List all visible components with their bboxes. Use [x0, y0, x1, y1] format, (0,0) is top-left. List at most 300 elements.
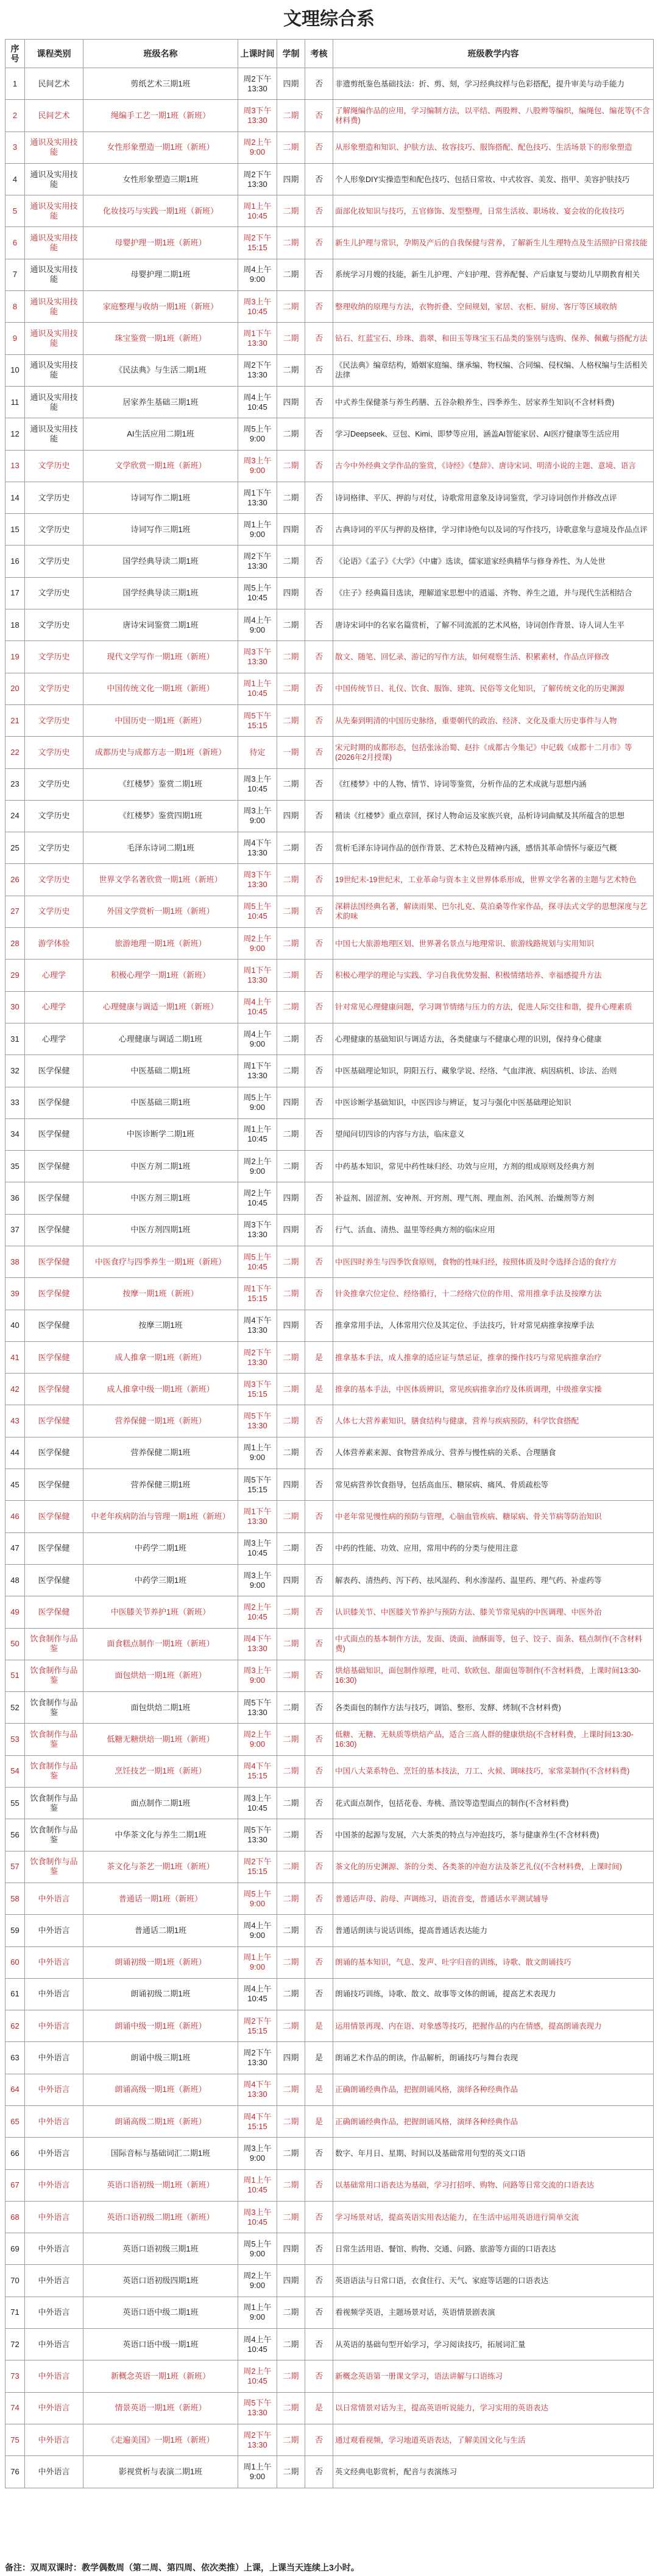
- row-class-name: 按摩三期1班: [83, 1310, 238, 1341]
- row-number: 66: [5, 2138, 25, 2169]
- row-duration: 二期: [277, 2297, 305, 2328]
- row-category: 通识及实用技能: [25, 291, 83, 323]
- row-category: 医学保健: [25, 1437, 83, 1469]
- row-number: 48: [5, 1564, 25, 1596]
- row-class-name: 成都历史与成都方志一期1班（新班）: [83, 737, 238, 768]
- row-time: 周5下午13:30: [238, 1405, 277, 1437]
- row-exam: 否: [305, 259, 333, 290]
- row-time: 周3下午13:30: [238, 100, 277, 132]
- table-row: [5, 1819, 654, 1851]
- row-content: 学习Deepseek、豆包、Kimi、即梦等应用，涵盖AI智能家居、AI医疗健康等生活应用: [333, 418, 654, 450]
- row-time: 周3上午9:00: [238, 800, 277, 832]
- row-category: 中外语言: [25, 2265, 83, 2297]
- table-row: [5, 1660, 654, 1691]
- row-content: 数字、年月日、星期、时间以及基础常用句型的英文口语: [333, 2138, 654, 2169]
- row-duration: 二期: [277, 609, 305, 641]
- row-class-name: 朗诵中级三期1班: [83, 2042, 238, 2074]
- row-exam: 否: [305, 2201, 333, 2233]
- table-row: [5, 195, 654, 227]
- row-class-name: 营养保健一期1班（新班）: [83, 1405, 238, 1437]
- table-row: [5, 100, 654, 132]
- row-number: 5: [5, 195, 25, 227]
- row-exam: 否: [305, 1978, 333, 2010]
- row-exam: 否: [305, 450, 333, 482]
- row-duration: 四期: [277, 2042, 305, 2074]
- row-number: 73: [5, 2360, 25, 2392]
- table-row: [5, 1501, 654, 1532]
- table-row: [5, 1374, 654, 1405]
- row-class-name: 旅游地理一期1班（新班）: [83, 928, 238, 960]
- header-content: 班级教学内容: [333, 40, 654, 68]
- row-number: 62: [5, 2010, 25, 2042]
- row-exam: 否: [305, 2169, 333, 2201]
- row-content: 唐诗宋词中的名家名篇赏析，了解不同流派的艺术风格，诗词创作背景、诗人词人生平: [333, 609, 654, 641]
- row-category: 游学体验: [25, 928, 83, 960]
- row-duration: 四期: [277, 1469, 305, 1501]
- row-content: 针灸推拿穴位定位、经络循行，十二经络穴位的作用、常用推拿手法及按摩方法: [333, 1278, 654, 1310]
- row-class-name: 母婴护理一期1班（新班）: [83, 227, 238, 259]
- row-number: 21: [5, 704, 25, 736]
- row-time: 周3上午10:45: [238, 768, 277, 800]
- row-content: 《论语》《孟子》《大学》《中庸》选读，儒家道家经典精华与修身养性、为人处世: [333, 546, 654, 577]
- row-category: 医学保健: [25, 1564, 83, 1596]
- table-row: [5, 1469, 654, 1501]
- row-number: 68: [5, 2201, 25, 2233]
- row-time: 周5上午9:00: [238, 2233, 277, 2265]
- row-class-name: 烹饪技艺一期1班（新班）: [83, 1755, 238, 1787]
- table-row: [5, 2169, 654, 2201]
- table-row: [5, 577, 654, 609]
- row-duration: 二期: [277, 227, 305, 259]
- row-exam: 是: [305, 2392, 333, 2424]
- row-class-name: 英语口语初级一期1班（新班）: [83, 2169, 238, 2201]
- row-time: 周4下午13:30: [238, 1310, 277, 1341]
- row-exam: 否: [305, 1788, 333, 1819]
- table-row: [5, 800, 654, 832]
- row-exam: 否: [305, 386, 333, 418]
- row-number: 30: [5, 991, 25, 1023]
- row-class-name: 英语口语初级二期1班（新班）: [83, 2201, 238, 2233]
- row-duration: 二期: [277, 1437, 305, 1469]
- row-duration: 二期: [277, 291, 305, 323]
- row-content: 中国八大菜系特色、烹饪的基本技法，刀工、火候、调味技巧，家常菜制作(不含材料费): [333, 1755, 654, 1787]
- row-number: 72: [5, 2329, 25, 2360]
- row-duration: 二期: [277, 1532, 305, 1564]
- row-time: 周1上午10:45: [238, 195, 277, 227]
- row-class-name: 绳编手工艺一期1班（新班）: [83, 100, 238, 132]
- row-duration: 二期: [277, 864, 305, 896]
- row-category: 文学历史: [25, 800, 83, 832]
- table-row: [5, 68, 654, 100]
- table-row: [5, 1692, 654, 1724]
- row-class-name: 中国传统文化一期1班（新班）: [83, 673, 238, 704]
- table-row: [5, 1755, 654, 1787]
- row-number: 41: [5, 1341, 25, 1373]
- row-class-name: 朗诵初级二期1班: [83, 1978, 238, 2010]
- row-time: 周2上午10:45: [238, 1182, 277, 1214]
- row-category: 中外语言: [25, 1883, 83, 1914]
- row-class-name: 唐诗宋词鉴赏二期1班: [83, 609, 238, 641]
- row-content: 《红楼梦》中的人物、情节、诗词等鉴赏，分析作品的艺术成就与思想内涵: [333, 768, 654, 800]
- row-category: 饮食制作与品鉴: [25, 1724, 83, 1755]
- row-exam: 否: [305, 1310, 333, 1341]
- row-class-name: 中医方剂四期1班: [83, 1214, 238, 1246]
- row-category: 文学历史: [25, 482, 83, 513]
- row-number: 75: [5, 2424, 25, 2455]
- row-content: 普通话声母、韵母、声调练习，语流音变，普通话水平测试辅导: [333, 1883, 654, 1914]
- row-category: 中外语言: [25, 2456, 83, 2488]
- row-exam: 否: [305, 354, 333, 386]
- table-row: [5, 514, 654, 546]
- row-content: 《庄子》经典篇目选读，理解道家思想中的逍遥、齐物、养生之道，并与现代生活相结合: [333, 577, 654, 609]
- row-number: 69: [5, 2233, 25, 2265]
- row-category: 医学保健: [25, 1246, 83, 1277]
- row-time: 周1下午13:30: [238, 323, 277, 354]
- row-time: 周2下午15:15: [238, 1851, 277, 1883]
- row-exam: 否: [305, 768, 333, 800]
- table-row: [5, 2042, 654, 2074]
- row-content: 烘焙基础知识，面包制作原理，吐司、软欧包、甜面包等制作(不含材料费，上课时间13:30-16:30): [333, 1660, 654, 1691]
- row-class-name: 中老年疾病防治与管理一期1班（新班）: [83, 1501, 238, 1532]
- row-exam: 否: [305, 132, 333, 163]
- row-exam: 是: [305, 2074, 333, 2105]
- table-row: [5, 323, 654, 354]
- row-time: 周2下午13:30: [238, 1341, 277, 1373]
- row-duration: 四期: [277, 514, 305, 546]
- row-content: 英语语法与日常口语，衣食住行、天气、家庭等话题的口语表达: [333, 2265, 654, 2297]
- row-class-name: 中医基础三期1班: [83, 1087, 238, 1118]
- row-duration: 二期: [277, 928, 305, 960]
- row-category: 医学保健: [25, 1087, 83, 1118]
- row-class-name: 面包烘焙一期1班（新班）: [83, 1660, 238, 1691]
- table-row: [5, 704, 654, 736]
- row-exam: 否: [305, 1628, 333, 1660]
- row-class-name: 营养保健三期1班: [83, 1469, 238, 1501]
- row-category: 医学保健: [25, 1469, 83, 1501]
- row-category: 文学历史: [25, 896, 83, 927]
- row-exam: 是: [305, 1341, 333, 1373]
- row-class-name: 现代文学写作一期1班（新班）: [83, 641, 238, 673]
- row-exam: 否: [305, 195, 333, 227]
- row-class-name: 英语口语初级三期1班: [83, 2233, 238, 2265]
- row-number: 74: [5, 2392, 25, 2424]
- row-time: 周3上午10:45: [238, 2201, 277, 2233]
- table-row: [5, 2074, 654, 2105]
- header-duration: 学制: [277, 40, 305, 68]
- row-number: 6: [5, 227, 25, 259]
- row-time: 周3下午15:15: [238, 1374, 277, 1405]
- row-class-name: 朗诵高级二期1班（新班）: [83, 2106, 238, 2138]
- row-class-name: 《民法典》与生活二期1班: [83, 354, 238, 386]
- row-number: 25: [5, 832, 25, 864]
- row-number: 1: [5, 68, 25, 100]
- row-category: 文学历史: [25, 768, 83, 800]
- row-exam: 否: [305, 100, 333, 132]
- row-time: 周5下午15:15: [238, 1469, 277, 1501]
- row-class-name: 情景英语一期1班（新班）: [83, 2392, 238, 2424]
- row-duration: 二期: [277, 960, 305, 991]
- row-content: 19世纪末-19世纪末，工业革命与资本主义世界体系形成，世界文学名著的主题与艺术特色: [333, 864, 654, 896]
- row-category: 医学保健: [25, 1501, 83, 1532]
- row-exam: 否: [305, 1660, 333, 1691]
- row-exam: 否: [305, 227, 333, 259]
- row-time: 周3上午9:00: [238, 450, 277, 482]
- row-number: 20: [5, 673, 25, 704]
- row-class-name: 心理健康与调适一期1班（新班）: [83, 991, 238, 1023]
- row-content: 各类面包的制作方法与技巧，调馅、整形、发酵、烤制(不含材料费): [333, 1692, 654, 1724]
- row-category: 中外语言: [25, 2074, 83, 2105]
- row-number: 61: [5, 1978, 25, 2010]
- row-time: 周2下午13:30: [238, 354, 277, 386]
- row-class-name: 普通话一期1班（新班）: [83, 1883, 238, 1914]
- row-category: 通识及实用技能: [25, 323, 83, 354]
- row-duration: 二期: [277, 1055, 305, 1087]
- row-duration: 二期: [277, 1278, 305, 1310]
- row-category: 饮食制作与品鉴: [25, 1851, 83, 1883]
- row-number: 59: [5, 1915, 25, 1946]
- row-content: 中医基础理论知识，阴阳五行、藏象学说、经络、气血津液、病因病机、诊法、治则: [333, 1055, 654, 1087]
- row-time: 周2上午9:00: [238, 132, 277, 163]
- row-content: 推拿的基本手法，中医体质辨识，常见疾病推拿治疗及体质调理，中级推拿实操: [333, 1374, 654, 1405]
- row-duration: 四期: [277, 68, 305, 100]
- row-exam: 否: [305, 1501, 333, 1532]
- row-time: 周4下午13:30: [238, 2074, 277, 2105]
- row-content: 中医诊断学基础知识，中医四诊与辨证，复习与强化中医基础理论知识: [333, 1087, 654, 1118]
- row-time: 周4上午10:45: [238, 1978, 277, 2010]
- row-number: 12: [5, 418, 25, 450]
- row-category: 饮食制作与品鉴: [25, 1628, 83, 1660]
- row-duration: 二期: [277, 641, 305, 673]
- row-exam: 否: [305, 1087, 333, 1118]
- row-category: 中外语言: [25, 2297, 83, 2328]
- row-exam: 否: [305, 832, 333, 864]
- row-duration: 四期: [277, 163, 305, 195]
- row-content: 中药的性能、功效、应用，常用中药的分类与使用注意: [333, 1532, 654, 1564]
- row-number: 40: [5, 1310, 25, 1341]
- row-time: 周4上午10:45: [238, 386, 277, 418]
- table-row: [5, 1023, 654, 1055]
- row-time: 周2下午13:30: [238, 2042, 277, 2074]
- row-class-name: 《红楼梦》鉴赏二期1班: [83, 768, 238, 800]
- row-class-name: 成人推拿一期1班（新班）: [83, 1341, 238, 1373]
- row-duration: 二期: [277, 768, 305, 800]
- row-duration: 二期: [277, 1946, 305, 1978]
- row-category: 医学保健: [25, 1182, 83, 1214]
- row-duration: 二期: [277, 1788, 305, 1819]
- row-content: 个人形象DIY实操造型和配色技巧、包括日常妆、中式妆容、美发、指甲、美容护肤技巧: [333, 163, 654, 195]
- row-time: 周1下午15:15: [238, 1278, 277, 1310]
- row-exam: 否: [305, 546, 333, 577]
- row-number: 18: [5, 609, 25, 641]
- row-class-name: 英语口语初级四期1班: [83, 2265, 238, 2297]
- row-time: 周1上午10:45: [238, 673, 277, 704]
- row-time: 周4上午9:00: [238, 1023, 277, 1055]
- table-row: [5, 2010, 654, 2042]
- table-row: [5, 2138, 654, 2169]
- row-duration: 二期: [277, 2106, 305, 2138]
- row-exam: 否: [305, 1437, 333, 1469]
- row-category: 医学保健: [25, 1214, 83, 1246]
- table-row: [5, 609, 654, 641]
- row-exam: 否: [305, 960, 333, 991]
- row-category: 医学保健: [25, 1055, 83, 1087]
- table-row: [5, 386, 654, 418]
- row-class-name: 女性形象塑造一期1班（新班）: [83, 132, 238, 163]
- row-category: 医学保健: [25, 1405, 83, 1437]
- row-number: 47: [5, 1532, 25, 1564]
- table-row: [5, 450, 654, 482]
- row-class-name: 中医基础二期1班: [83, 1055, 238, 1087]
- table-row: [5, 1915, 654, 1946]
- table-row: [5, 991, 654, 1023]
- row-class-name: 面包烘焙二期1班: [83, 1692, 238, 1724]
- row-exam: 是: [305, 2106, 333, 2138]
- row-exam: 否: [305, 2297, 333, 2328]
- row-content: 花式面点制作，包括花卷、寿桃、蒸饺等造型面点的制作(不含材料费): [333, 1788, 654, 1819]
- row-duration: 二期: [277, 673, 305, 704]
- row-content: 从形象塑造和知识、护肤方法、妆容技巧、服饰搭配、配色技巧、生活场景下的形象塑造: [333, 132, 654, 163]
- row-class-name: 按摩一期1班（新班）: [83, 1278, 238, 1310]
- row-time: 周1上午9:00: [238, 514, 277, 546]
- row-number: 70: [5, 2265, 25, 2297]
- row-exam: 否: [305, 1023, 333, 1055]
- row-number: 53: [5, 1724, 25, 1755]
- row-exam: 否: [305, 1214, 333, 1246]
- row-number: 43: [5, 1405, 25, 1437]
- row-number: 38: [5, 1246, 25, 1277]
- row-time: 周2下午13:30: [238, 546, 277, 577]
- row-number: 52: [5, 1692, 25, 1724]
- row-content: 钻石、红蓝宝石、珍珠、翡翠、和田玉等珠宝玉石品类的鉴别与选购、保养、佩戴与搭配方法: [333, 323, 654, 354]
- row-exam: 否: [305, 1055, 333, 1087]
- row-content: 补益剂、固涩剂、安神剂、开窍剂、理气剂、理血剂、治风剂、治燥剂等方剂: [333, 1182, 654, 1214]
- row-class-name: 面点制作二期1班: [83, 1788, 238, 1819]
- table-row: [5, 482, 654, 513]
- row-category: 中外语言: [25, 2042, 83, 2074]
- row-exam: 否: [305, 163, 333, 195]
- row-class-name: 文学欣赏一期1班（新班）: [83, 450, 238, 482]
- row-exam: 否: [305, 1883, 333, 1914]
- row-time: 周2下午13:30: [238, 68, 277, 100]
- row-time: 周4上午10:45: [238, 2329, 277, 2360]
- row-class-name: 化妆技巧与实践一期1班（新班）: [83, 195, 238, 227]
- table-row: [5, 1532, 654, 1564]
- row-number: 71: [5, 2297, 25, 2328]
- row-category: 医学保健: [25, 1278, 83, 1310]
- table-row: [5, 1978, 654, 2010]
- row-exam: 否: [305, 896, 333, 927]
- row-content: 中国茶的起源与发展，六大茶类的特点与冲泡技巧，茶与健康养生(不含材料费): [333, 1819, 654, 1851]
- row-duration: 二期: [277, 2201, 305, 2233]
- table-row: [5, 960, 654, 991]
- row-duration: 四期: [277, 1310, 305, 1341]
- row-category: 通识及实用技能: [25, 354, 83, 386]
- row-time: 周5上午9:00: [238, 418, 277, 450]
- row-number: 27: [5, 896, 25, 927]
- row-number: 14: [5, 482, 25, 513]
- row-category: 文学历史: [25, 673, 83, 704]
- row-duration: 四期: [277, 386, 305, 418]
- row-class-name: 积极心理学一期1班（新班）: [83, 960, 238, 991]
- row-class-name: 母婴护理二期1班: [83, 259, 238, 290]
- row-class-name: 中医膝关节养护1班（新班）: [83, 1596, 238, 1628]
- row-duration: 二期: [277, 704, 305, 736]
- row-category: 中外语言: [25, 2233, 83, 2265]
- row-exam: 否: [305, 864, 333, 896]
- row-class-name: 心理健康与调适二期1班: [83, 1023, 238, 1055]
- row-exam: 否: [305, 1724, 333, 1755]
- row-duration: 二期: [277, 1660, 305, 1691]
- row-category: 文学历史: [25, 641, 83, 673]
- row-duration: 二期: [277, 323, 305, 354]
- row-class-name: 中华茶文化与养生二期1班: [83, 1819, 238, 1851]
- row-content: 心理健康的基础知识与调适方法，各类健康与不健康心理的识别，保持身心健康: [333, 1023, 654, 1055]
- row-time: 周4下午13:30: [238, 1628, 277, 1660]
- row-duration: 二期: [277, 1501, 305, 1532]
- row-exam: 否: [305, 991, 333, 1023]
- table-row: [5, 1883, 654, 1914]
- row-number: 13: [5, 450, 25, 482]
- row-exam: 否: [305, 323, 333, 354]
- row-number: 32: [5, 1055, 25, 1087]
- row-duration: 二期: [277, 1118, 305, 1150]
- row-number: 63: [5, 2042, 25, 2074]
- row-content: 学习场景对话，提高英语实用表达能力，在生活中运用英语进行简单交流: [333, 2201, 654, 2233]
- row-number: 64: [5, 2074, 25, 2105]
- row-content: 常见病营养饮食指导，包括高血压、糖尿病、痛风、骨质疏松等: [333, 1469, 654, 1501]
- row-number: 15: [5, 514, 25, 546]
- row-content: 低糖、无糖、无麸质等烘焙产品，适合三高人群的健康烘焙(不含材料费，上课时间13:30-16:30): [333, 1724, 654, 1755]
- table-row: [5, 2106, 654, 2138]
- row-time: 周3上午9:00: [238, 1660, 277, 1691]
- row-content: 精读《红楼梦》重点章回，探讨人物命运及家族兴衰，品析诗词曲赋及其所蕴含的思想: [333, 800, 654, 832]
- row-duration: 二期: [277, 1851, 305, 1883]
- row-time: 周2下午15:15: [238, 227, 277, 259]
- row-exam: 否: [305, 1469, 333, 1501]
- row-number: 49: [5, 1596, 25, 1628]
- row-class-name: 中国历史一期1班（新班）: [83, 704, 238, 736]
- row-content: 推拿基本手法，成人推拿的适应证与禁忌证，推拿的操作技巧与常见病推拿治疗: [333, 1341, 654, 1373]
- table-row: [5, 768, 654, 800]
- row-class-name: 普通话二期1班: [83, 1915, 238, 1946]
- row-category: 通识及实用技能: [25, 386, 83, 418]
- table-row: [5, 2456, 654, 2488]
- table-row: [5, 1246, 654, 1277]
- row-exam: 是: [305, 1374, 333, 1405]
- row-content: 面部化妆知识与技巧，五官修饰、发型整理，日常生活妆、职场妆、宴会妆的化妆技巧: [333, 195, 654, 227]
- row-category: 医学保健: [25, 1341, 83, 1373]
- row-class-name: 女性形象塑造三期1班: [83, 163, 238, 195]
- row-class-name: 影视赏析与表演二期1班: [83, 2456, 238, 2488]
- row-category: 中外语言: [25, 2360, 83, 2392]
- table-row: [5, 641, 654, 673]
- row-time: 周4下午15:15: [238, 1755, 277, 1787]
- row-number: 17: [5, 577, 25, 609]
- table-row: [5, 1151, 654, 1182]
- row-class-name: 居家养生基础三期1班: [83, 386, 238, 418]
- row-content: 系统学习月嫂的技能，新生儿护理、产妇护理、营养配餐、产后康复与婴幼儿早期教育相关: [333, 259, 654, 290]
- table-row: [5, 1405, 654, 1437]
- row-number: 44: [5, 1437, 25, 1469]
- row-time: 周1上午9:00: [238, 1437, 277, 1469]
- row-content: 古今中外经典文学作品的鉴赏，《诗经》《楚辞》、唐诗宋词、明清小说的主题、意境、语言: [333, 450, 654, 482]
- row-content: 新生儿护理与常识，孕期及产后的自我保健与营养，了解新生儿生理特点及生活照护日常技能: [333, 227, 654, 259]
- row-category: 文学历史: [25, 609, 83, 641]
- row-exam: 否: [305, 1405, 333, 1437]
- row-class-name: 中医方剂二期1班: [83, 1151, 238, 1182]
- row-content: 深耕法国经典名著，解读雨果、巴尔扎克、莫泊桑等作家作品，探寻法式文学的思想深度与艺术韵味: [333, 896, 654, 927]
- table-row: [5, 2424, 654, 2455]
